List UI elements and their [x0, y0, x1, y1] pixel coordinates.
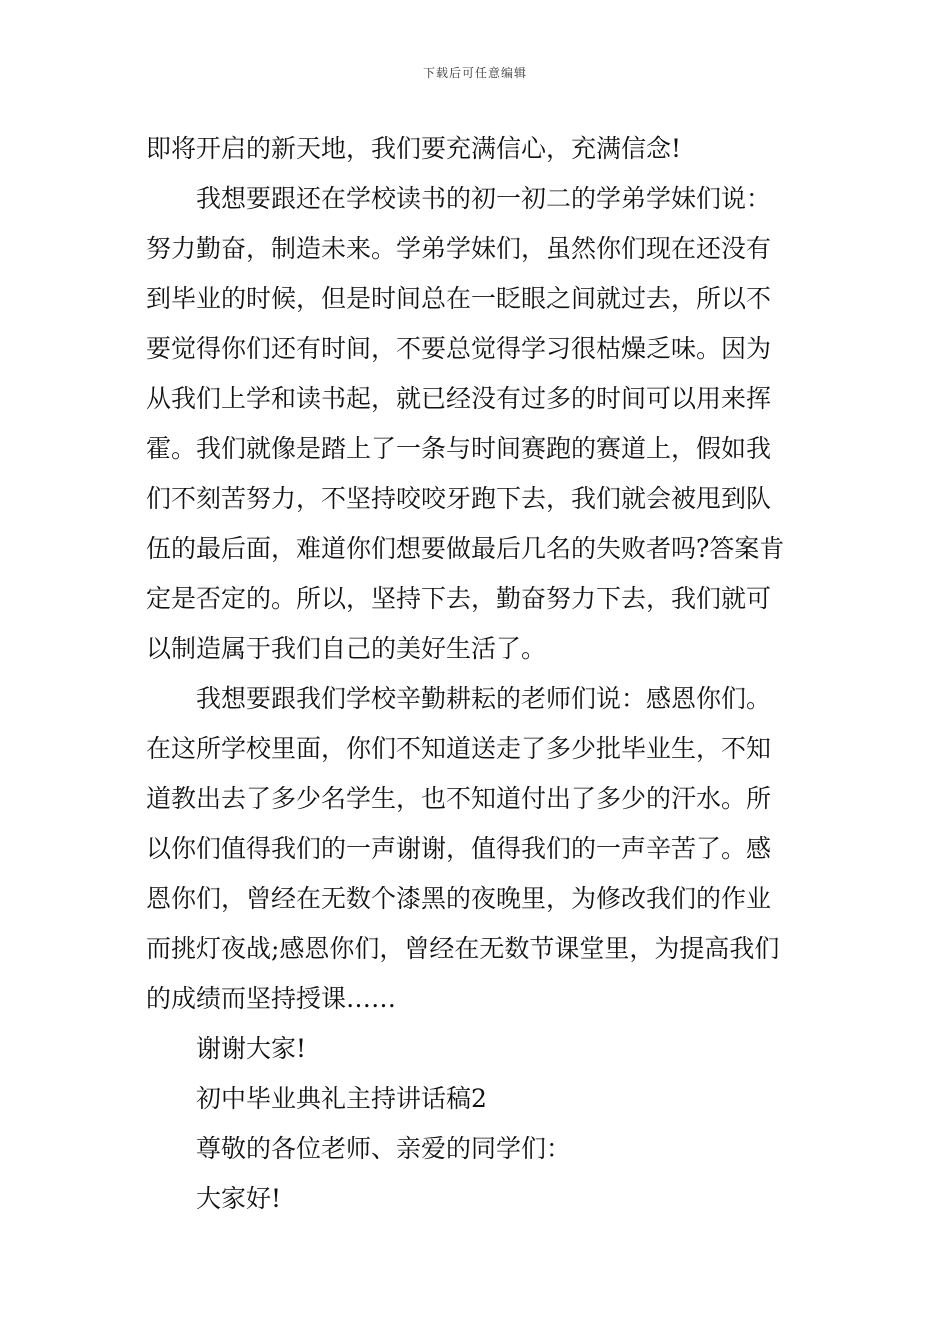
text-line: 努力勤奋，制造未来。学弟学妹们，虽然你们现在还没有	[146, 234, 772, 263]
text-line: 而挑灯夜战;感恩你们，曾经在无数节课堂里，为提高我们	[146, 934, 780, 963]
document-body	[146, 124, 808, 1224]
text-line: 们不刻苦努力，不坚持咬咬牙跑下去，我们就会被甩到队	[146, 484, 772, 513]
text-line: 尊敬的各位老师、亲爱的同学们：	[196, 1134, 572, 1163]
text-line: 我想要跟我们学校辛勤耕耘的老师们说：感恩你们。	[196, 684, 772, 713]
text-line: 伍的最后面，难道你们想要做最后几名的失败者吗?答案肯	[146, 534, 785, 563]
text-line: 在这所学校里面，你们不知道送走了多少批毕业生，不知	[146, 734, 772, 763]
text-line: 谢谢大家!	[196, 1034, 307, 1063]
text-line: 大家好!	[196, 1184, 282, 1213]
text-line: 我想要跟还在学校读书的初一初二的学弟学妹们说：	[196, 184, 772, 213]
text-line: 要觉得你们还有时间，不要总觉得学习很枯燥乏味。因为	[146, 334, 772, 363]
text-line: 恩你们，曾经在无数个漆黑的夜晚里，为修改我们的作业	[146, 884, 772, 913]
text-line: 即将开启的新天地，我们要充满信心，充满信念!	[146, 134, 682, 163]
text-line: 到毕业的时候，但是时间总在一眨眼之间就过去，所以不	[146, 284, 772, 313]
text-line: 的成绩而坚持授课……	[146, 984, 397, 1013]
text-line: 定是否定的。所以，坚持下去，勤奋努力下去，我们就可	[146, 584, 772, 613]
text-line: 道教出去了多少名学生，也不知道付出了多少的汗水。所	[146, 784, 772, 813]
text-line: 从我们上学和读书起，就已经没有过多的时间可以用来挥	[146, 384, 772, 413]
text-line: 初中毕业典礼主持讲话稿2	[196, 1084, 487, 1113]
text-line: 霍。我们就像是踏上了一条与时间赛跑的赛道上，假如我	[146, 434, 772, 463]
text-line: 以制造属于我们自己的美好生活了。	[146, 634, 547, 663]
text-line: 以你们值得我们的一声谢谢，值得我们的一声辛苦了。感	[146, 834, 772, 863]
header-note: 下载后可任意编辑	[422, 66, 527, 80]
